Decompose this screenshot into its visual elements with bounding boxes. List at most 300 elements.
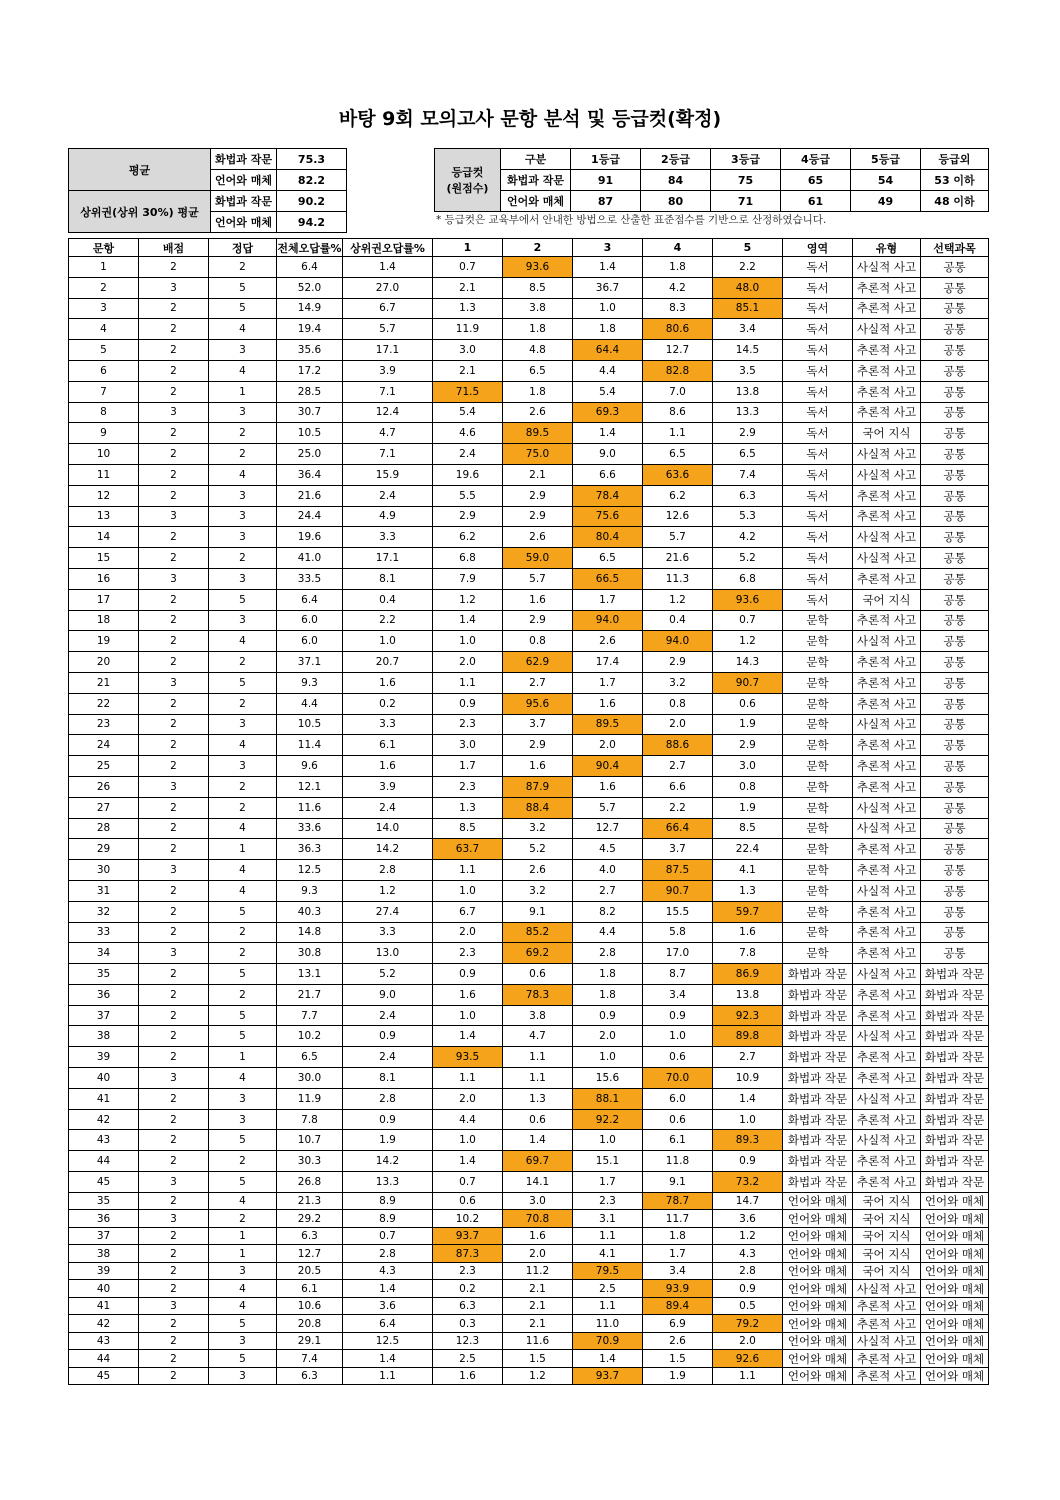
table-cell: 90.7 bbox=[643, 880, 713, 901]
table-cell: 3.7 bbox=[643, 839, 713, 860]
table-cell: 3 bbox=[209, 1262, 277, 1280]
table-cell: 32 bbox=[69, 901, 139, 922]
table-cell: 69.3 bbox=[573, 402, 643, 423]
table-cell: 독서 bbox=[783, 257, 853, 278]
table-cell: 2 bbox=[69, 277, 139, 298]
grade-cut-cell: 91 bbox=[571, 170, 641, 191]
table-cell: 66.4 bbox=[643, 818, 713, 839]
table-row bbox=[69, 1350, 989, 1368]
table-cell: 7.1 bbox=[343, 381, 433, 402]
table-cell: 2 bbox=[209, 776, 277, 797]
table-cell: 3 bbox=[139, 506, 209, 527]
table-cell: 추론적 사고 bbox=[853, 1315, 921, 1333]
table-cell: 14.8 bbox=[277, 922, 343, 943]
table-cell: 3.6 bbox=[713, 1210, 783, 1228]
table-cell: 1.9 bbox=[713, 797, 783, 818]
table-cell: 1.6 bbox=[343, 672, 433, 693]
table-cell: 0.8 bbox=[643, 693, 713, 714]
table-cell: 공통 bbox=[921, 756, 989, 777]
table-cell: 사실적 사고 bbox=[853, 631, 921, 652]
table-row bbox=[69, 1109, 989, 1130]
grade-cut-header: 구분 bbox=[501, 149, 571, 170]
table-cell: 80.6 bbox=[643, 319, 713, 340]
table-cell: 4 bbox=[209, 735, 277, 756]
table-cell: 사실적 사고 bbox=[853, 444, 921, 465]
table-cell: 0.9 bbox=[343, 1026, 433, 1047]
column-header: 2 bbox=[503, 239, 573, 257]
table-cell: 언어와 매체 bbox=[921, 1350, 989, 1368]
table-cell: 7.4 bbox=[277, 1350, 343, 1368]
table-cell: 7.4 bbox=[713, 464, 783, 485]
table-cell: 2 bbox=[139, 423, 209, 444]
table-row bbox=[69, 693, 989, 714]
table-cell: 94.0 bbox=[643, 631, 713, 652]
table-cell: 90.7 bbox=[713, 672, 783, 693]
table-cell: 3 bbox=[139, 776, 209, 797]
table-cell: 0.3 bbox=[433, 1315, 503, 1333]
table-cell: 2.3 bbox=[433, 943, 503, 964]
table-cell: 5 bbox=[209, 298, 277, 319]
table-row bbox=[69, 818, 989, 839]
table-cell: 7.9 bbox=[433, 568, 503, 589]
table-cell: 6 bbox=[69, 360, 139, 381]
table-cell: 2.2 bbox=[643, 797, 713, 818]
table-cell: 87.5 bbox=[643, 860, 713, 881]
table-cell: 공통 bbox=[921, 631, 989, 652]
table-cell: 45 bbox=[69, 1172, 139, 1193]
table-cell: 2 bbox=[139, 381, 209, 402]
table-cell: 41 bbox=[69, 1297, 139, 1315]
table-cell: 5 bbox=[69, 340, 139, 361]
table-cell: 1 bbox=[69, 257, 139, 278]
table-cell: 문학 bbox=[783, 818, 853, 839]
table-cell: 37 bbox=[69, 1005, 139, 1026]
table-row bbox=[69, 1151, 989, 1172]
table-cell: 문학 bbox=[783, 880, 853, 901]
table-cell: 3 bbox=[209, 402, 277, 423]
table-cell: 3.0 bbox=[433, 340, 503, 361]
table-cell: 0.7 bbox=[343, 1227, 433, 1245]
table-row bbox=[69, 506, 989, 527]
table-cell: 2 bbox=[139, 1192, 209, 1210]
table-cell: 8 bbox=[69, 402, 139, 423]
table-row bbox=[69, 1280, 989, 1298]
table-row bbox=[69, 1315, 989, 1333]
table-cell: 2.4 bbox=[433, 444, 503, 465]
table-cell: 13.8 bbox=[713, 984, 783, 1005]
table-cell: 7.8 bbox=[277, 1109, 343, 1130]
table-cell: 10.2 bbox=[277, 1026, 343, 1047]
table-cell: 2.7 bbox=[573, 880, 643, 901]
average-value: 75.3 bbox=[277, 149, 347, 170]
grade-cut-cell: 65 bbox=[781, 170, 851, 191]
table-cell: 3 bbox=[139, 1172, 209, 1193]
table-cell: 31 bbox=[69, 880, 139, 901]
table-cell: 27 bbox=[69, 797, 139, 818]
table-cell: 2.8 bbox=[343, 1245, 433, 1263]
table-cell: 40 bbox=[69, 1068, 139, 1089]
table-cell: 1.1 bbox=[433, 860, 503, 881]
table-cell: 언어와 매체 bbox=[783, 1210, 853, 1228]
table-cell: 2 bbox=[209, 652, 277, 673]
table-cell: 공통 bbox=[921, 714, 989, 735]
table-cell: 85.2 bbox=[503, 922, 573, 943]
table-cell: 1 bbox=[209, 839, 277, 860]
table-cell: 92.3 bbox=[713, 1005, 783, 1026]
table-cell: 88.1 bbox=[573, 1088, 643, 1109]
table-cell: 4 bbox=[209, 464, 277, 485]
table-cell: 2 bbox=[139, 1262, 209, 1280]
table-cell: 언어와 매체 bbox=[783, 1332, 853, 1350]
table-cell: 언어와 매체 bbox=[921, 1192, 989, 1210]
table-cell: 1.8 bbox=[503, 319, 573, 340]
table-row bbox=[69, 1130, 989, 1151]
table-cell: 언어와 매체 bbox=[783, 1245, 853, 1263]
table-cell: 86.9 bbox=[713, 964, 783, 985]
table-cell: 12.7 bbox=[643, 340, 713, 361]
table-cell: 41.0 bbox=[277, 548, 343, 569]
table-cell: 1.3 bbox=[433, 298, 503, 319]
grade-cut-header: 2등급 bbox=[641, 149, 711, 170]
table-row bbox=[69, 485, 989, 506]
table-cell: 17.2 bbox=[277, 360, 343, 381]
table-cell: 1.4 bbox=[573, 423, 643, 444]
table-cell: 39 bbox=[69, 1262, 139, 1280]
table-cell: 2.8 bbox=[343, 1088, 433, 1109]
grade-cut-header: 1등급 bbox=[571, 149, 641, 170]
table-cell: 1.1 bbox=[713, 1367, 783, 1385]
table-cell: 14.5 bbox=[713, 340, 783, 361]
table-cell: 1.7 bbox=[573, 589, 643, 610]
table-cell: 24.4 bbox=[277, 506, 343, 527]
table-cell: 6.5 bbox=[643, 444, 713, 465]
table-cell: 2 bbox=[139, 693, 209, 714]
table-cell: 문학 bbox=[783, 776, 853, 797]
table-cell: 14.7 bbox=[713, 1192, 783, 1210]
table-cell: 21.7 bbox=[277, 984, 343, 1005]
table-cell: 공통 bbox=[921, 485, 989, 506]
table-cell: 1.8 bbox=[643, 257, 713, 278]
table-cell: 독서 bbox=[783, 527, 853, 548]
table-cell: 0.9 bbox=[433, 693, 503, 714]
table-cell: 1.5 bbox=[643, 1350, 713, 1368]
table-cell: 문학 bbox=[783, 797, 853, 818]
table-cell: 12.7 bbox=[573, 818, 643, 839]
table-cell: 3.0 bbox=[503, 1192, 573, 1210]
table-row bbox=[69, 1262, 989, 1280]
table-cell: 17.4 bbox=[573, 652, 643, 673]
table-cell: 62.9 bbox=[503, 652, 573, 673]
table-cell: 0.8 bbox=[503, 631, 573, 652]
column-header: 유형 bbox=[853, 239, 921, 257]
table-cell: 4.2 bbox=[713, 527, 783, 548]
table-cell: 사실적 사고 bbox=[853, 714, 921, 735]
table-cell: 공통 bbox=[921, 610, 989, 631]
table-cell: 3.7 bbox=[503, 714, 573, 735]
table-cell: 2.9 bbox=[713, 735, 783, 756]
table-cell: 공통 bbox=[921, 298, 989, 319]
table-cell: 4.1 bbox=[713, 860, 783, 881]
table-cell: 3 bbox=[209, 340, 277, 361]
table-cell: 6.6 bbox=[643, 776, 713, 797]
table-cell: 89.5 bbox=[503, 423, 573, 444]
table-cell: 37 bbox=[69, 1227, 139, 1245]
table-cell: 21 bbox=[69, 672, 139, 693]
table-cell: 6.1 bbox=[277, 1280, 343, 1298]
table-cell: 화법과 작문 bbox=[783, 1109, 853, 1130]
table-header-row bbox=[69, 239, 989, 257]
table-cell: 5 bbox=[209, 1172, 277, 1193]
table-cell: 6.7 bbox=[433, 901, 503, 922]
grade-cut-cell: 61 bbox=[781, 191, 851, 212]
table-cell: 2 bbox=[139, 319, 209, 340]
table-cell: 문학 bbox=[783, 943, 853, 964]
table-cell: 2 bbox=[139, 984, 209, 1005]
table-cell: 11.9 bbox=[277, 1088, 343, 1109]
table-cell: 3 bbox=[139, 672, 209, 693]
grade-cut-cell: 54 bbox=[851, 170, 921, 191]
table-cell: 8.9 bbox=[343, 1210, 433, 1228]
column-header: 1 bbox=[433, 239, 503, 257]
table-cell: 추론적 사고 bbox=[853, 1047, 921, 1068]
table-cell: 4 bbox=[69, 319, 139, 340]
table-cell: 0.6 bbox=[503, 1109, 573, 1130]
table-row bbox=[69, 1088, 989, 1109]
table-cell: 0.4 bbox=[643, 610, 713, 631]
table-cell: 1.4 bbox=[433, 1151, 503, 1172]
table-cell: 8.6 bbox=[643, 402, 713, 423]
table-cell: 4.0 bbox=[573, 860, 643, 881]
table-cell: 0.9 bbox=[713, 1280, 783, 1298]
grade-cut-header: 등급외 bbox=[921, 149, 989, 170]
table-cell: 화법과 작문 bbox=[921, 1172, 989, 1193]
table-cell: 공통 bbox=[921, 548, 989, 569]
table-cell: 3.8 bbox=[503, 298, 573, 319]
table-row bbox=[69, 360, 989, 381]
table-cell: 39 bbox=[69, 1047, 139, 1068]
table-cell: 4 bbox=[209, 880, 277, 901]
table-row bbox=[69, 402, 989, 423]
table-cell: 추론적 사고 bbox=[853, 652, 921, 673]
table-cell: 2.3 bbox=[433, 776, 503, 797]
table-cell: 0.9 bbox=[643, 1005, 713, 1026]
table-cell: 93.5 bbox=[433, 1047, 503, 1068]
table-cell: 2 bbox=[139, 1227, 209, 1245]
table-cell: 2 bbox=[139, 360, 209, 381]
table-row bbox=[69, 714, 989, 735]
table-cell: 1.6 bbox=[503, 589, 573, 610]
table-cell: 5 bbox=[209, 901, 277, 922]
table-cell: 1.4 bbox=[343, 1280, 433, 1298]
table-cell: 화법과 작문 bbox=[921, 1109, 989, 1130]
table-cell: 6.1 bbox=[343, 735, 433, 756]
table-cell: 4 bbox=[209, 1192, 277, 1210]
table-cell: 2.8 bbox=[713, 1262, 783, 1280]
table-cell: 2.0 bbox=[503, 1245, 573, 1263]
average-subject: 화법과 작문 bbox=[211, 191, 277, 212]
table-cell: 화법과 작문 bbox=[783, 1172, 853, 1193]
table-cell: 0.2 bbox=[343, 693, 433, 714]
table-cell: 4 bbox=[209, 631, 277, 652]
table-cell: 화법과 작문 bbox=[921, 984, 989, 1005]
table-cell: 2 bbox=[139, 818, 209, 839]
table-cell: 화법과 작문 bbox=[921, 1088, 989, 1109]
table-cell: 6.4 bbox=[277, 257, 343, 278]
table-cell: 40.3 bbox=[277, 901, 343, 922]
table-row bbox=[69, 277, 989, 298]
table-cell: 2 bbox=[139, 610, 209, 631]
table-cell: 8.1 bbox=[343, 1068, 433, 1089]
table-cell: 추론적 사고 bbox=[853, 568, 921, 589]
table-cell: 52.0 bbox=[277, 277, 343, 298]
grade-cut-cell: 84 bbox=[641, 170, 711, 191]
table-cell: 독서 bbox=[783, 444, 853, 465]
table-cell: 4.6 bbox=[433, 423, 503, 444]
table-cell: 2.6 bbox=[503, 402, 573, 423]
table-cell: 1.9 bbox=[343, 1130, 433, 1151]
table-cell: 공통 bbox=[921, 277, 989, 298]
table-cell: 93.6 bbox=[503, 257, 573, 278]
table-cell: 33.6 bbox=[277, 818, 343, 839]
table-cell: 5 bbox=[209, 277, 277, 298]
table-cell: 1 bbox=[209, 1047, 277, 1068]
table-cell: 2 bbox=[139, 880, 209, 901]
average-value: 82.2 bbox=[277, 170, 347, 191]
table-cell: 70.8 bbox=[503, 1210, 573, 1228]
table-cell: 6.5 bbox=[573, 548, 643, 569]
table-row bbox=[69, 257, 989, 278]
grade-cut-cell: 53 이하 bbox=[921, 170, 989, 191]
table-cell: 화법과 작문 bbox=[783, 984, 853, 1005]
table-cell: 0.7 bbox=[433, 1172, 503, 1193]
table-cell: 공통 bbox=[921, 402, 989, 423]
table-cell: 0.9 bbox=[573, 1005, 643, 1026]
table-cell: 1.7 bbox=[573, 1172, 643, 1193]
table-cell: 독서 bbox=[783, 360, 853, 381]
table-cell: 24 bbox=[69, 735, 139, 756]
table-cell: 15 bbox=[69, 548, 139, 569]
table-cell: 12.6 bbox=[643, 506, 713, 527]
table-cell: 6.6 bbox=[573, 464, 643, 485]
table-cell: 독서 bbox=[783, 277, 853, 298]
table-cell: 93.7 bbox=[573, 1367, 643, 1385]
table-cell: 1.0 bbox=[713, 1109, 783, 1130]
table-cell: 공통 bbox=[921, 527, 989, 548]
table-cell: 6.4 bbox=[343, 1315, 433, 1333]
table-cell: 19 bbox=[69, 631, 139, 652]
table-cell: 7.0 bbox=[643, 381, 713, 402]
table-cell: 문학 bbox=[783, 652, 853, 673]
table-row bbox=[69, 548, 989, 569]
table-cell: 2 bbox=[139, 735, 209, 756]
table-cell: 문학 bbox=[783, 860, 853, 881]
table-cell: 추론적 사고 bbox=[853, 1297, 921, 1315]
table-cell: 35 bbox=[69, 1192, 139, 1210]
table-cell: 추론적 사고 bbox=[853, 506, 921, 527]
table-row bbox=[69, 922, 989, 943]
table-cell: 2 bbox=[139, 901, 209, 922]
table-cell: 1.1 bbox=[503, 1068, 573, 1089]
table-cell: 사실적 사고 bbox=[853, 1332, 921, 1350]
table-cell: 95.6 bbox=[503, 693, 573, 714]
table-row bbox=[69, 589, 989, 610]
grade-cut-label bbox=[435, 149, 501, 212]
table-cell: 70.9 bbox=[573, 1332, 643, 1350]
table-cell: 13.3 bbox=[713, 402, 783, 423]
table-cell: 언어와 매체 bbox=[921, 1367, 989, 1385]
table-cell: 2 bbox=[139, 714, 209, 735]
table-cell: 6.9 bbox=[643, 1315, 713, 1333]
table-cell: 0.9 bbox=[343, 1109, 433, 1130]
table-cell: 사실적 사고 bbox=[853, 548, 921, 569]
table-cell: 국어 지식 bbox=[853, 1192, 921, 1210]
table-cell: 1.1 bbox=[573, 1227, 643, 1245]
table-cell: 10.9 bbox=[713, 1068, 783, 1089]
table-cell: 11.0 bbox=[573, 1315, 643, 1333]
table-cell: 2.6 bbox=[503, 860, 573, 881]
table-cell: 1.0 bbox=[573, 1130, 643, 1151]
table-cell: 87.9 bbox=[503, 776, 573, 797]
table-cell: 25 bbox=[69, 756, 139, 777]
table-cell: 15.6 bbox=[573, 1068, 643, 1089]
table-cell: 1.8 bbox=[503, 381, 573, 402]
table-cell: 화법과 작문 bbox=[783, 1068, 853, 1089]
average-value: 94.2 bbox=[277, 212, 347, 233]
table-cell: 문학 bbox=[783, 672, 853, 693]
table-cell: 2 bbox=[209, 1151, 277, 1172]
table-cell: 40 bbox=[69, 1280, 139, 1298]
table-cell: 추론적 사고 bbox=[853, 1109, 921, 1130]
table-cell: 75.0 bbox=[503, 444, 573, 465]
table-cell: 6.5 bbox=[277, 1047, 343, 1068]
table-cell: 문학 bbox=[783, 610, 853, 631]
table-cell: 2 bbox=[139, 1005, 209, 1026]
table-cell: 9 bbox=[69, 423, 139, 444]
table-cell: 14.1 bbox=[503, 1172, 573, 1193]
table-cell: 추론적 사고 bbox=[853, 1350, 921, 1368]
table-cell: 3 bbox=[209, 1367, 277, 1385]
table-cell: 언어와 매체 bbox=[783, 1280, 853, 1298]
table-cell: 2 bbox=[209, 922, 277, 943]
table-cell: 3.2 bbox=[503, 818, 573, 839]
table-cell: 2.4 bbox=[343, 1005, 433, 1026]
table-cell: 19.6 bbox=[433, 464, 503, 485]
table-cell: 42 bbox=[69, 1315, 139, 1333]
table-cell: 공통 bbox=[921, 839, 989, 860]
table-cell: 언어와 매체 bbox=[783, 1297, 853, 1315]
table-cell: 10.5 bbox=[277, 714, 343, 735]
table-cell: 14.3 bbox=[713, 652, 783, 673]
table-cell: 1.4 bbox=[503, 1130, 573, 1151]
column-header: 상위권오답률% bbox=[343, 239, 433, 257]
table-cell: 3 bbox=[139, 568, 209, 589]
table-cell: 0.6 bbox=[643, 1109, 713, 1130]
table-cell: 화법과 작문 bbox=[783, 1047, 853, 1068]
table-cell: 2 bbox=[139, 756, 209, 777]
table-cell: 90.4 bbox=[573, 756, 643, 777]
table-cell: 4.8 bbox=[503, 340, 573, 361]
table-cell: 2.2 bbox=[343, 610, 433, 631]
table-cell: 43 bbox=[69, 1130, 139, 1151]
table-cell: 6.7 bbox=[343, 298, 433, 319]
table-cell: 화법과 작문 bbox=[783, 1130, 853, 1151]
table-cell: 2.9 bbox=[433, 506, 503, 527]
table-row bbox=[69, 1192, 989, 1210]
table-cell: 7.8 bbox=[713, 943, 783, 964]
table-cell: 5.7 bbox=[643, 527, 713, 548]
table-cell: 1.1 bbox=[503, 1047, 573, 1068]
table-cell: 36.3 bbox=[277, 839, 343, 860]
